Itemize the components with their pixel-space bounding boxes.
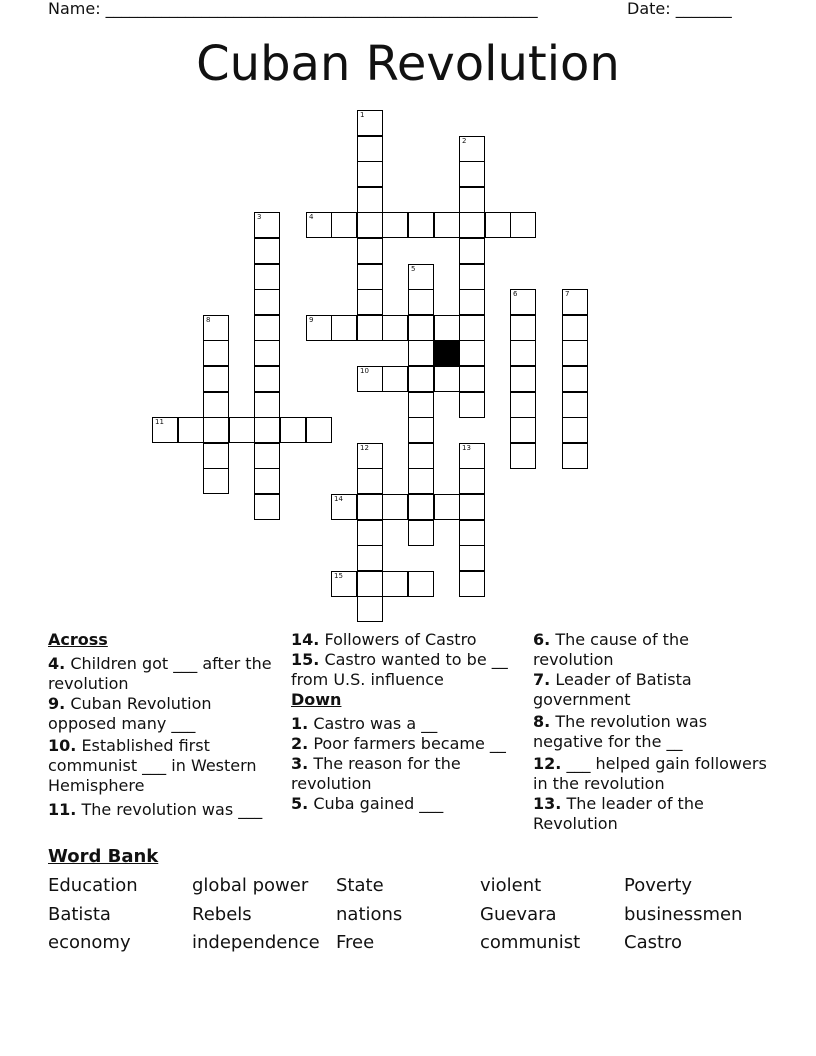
crossword-cell[interactable]: [357, 289, 383, 315]
crossword-cell[interactable]: [331, 212, 357, 238]
clue-across: 10. Established first communist ___ in Western Hemisphere: [48, 736, 257, 795]
crossword-cell[interactable]: [306, 315, 332, 341]
crossword-cell[interactable]: [459, 136, 485, 162]
clue-down: 7. Leader of Batista government: [533, 670, 692, 709]
word-bank-title: Word Bank: [48, 846, 159, 867]
crossword-cell[interactable]: [254, 392, 280, 418]
word-bank-item: independence: [192, 932, 320, 953]
crossword-cell[interactable]: [459, 315, 485, 341]
clue-number: 14: [334, 495, 343, 503]
crossword-cell[interactable]: [510, 340, 536, 366]
word-bank-item: economy: [48, 932, 131, 953]
black-square: [434, 340, 460, 366]
crossword-cell[interactable]: [459, 264, 485, 290]
crossword-cell[interactable]: [357, 596, 383, 622]
crossword-cell[interactable]: [357, 468, 383, 494]
word-bank-item: Guevara: [480, 904, 557, 925]
clue-number: 5: [411, 265, 416, 273]
crossword-cell[interactable]: [562, 392, 588, 418]
crossword-cell[interactable]: [459, 392, 485, 418]
crossword-cell[interactable]: [178, 417, 204, 443]
clue-number: 7: [565, 290, 570, 298]
crossword-cell[interactable]: [562, 340, 588, 366]
crossword-cell[interactable]: [408, 289, 434, 315]
crossword-cell[interactable]: [357, 520, 383, 546]
clue-down: 3. The reason for the revolution: [291, 754, 461, 793]
crossword-cell[interactable]: [434, 315, 460, 341]
crossword-cell[interactable]: [510, 443, 536, 469]
date-line[interactable]: Date: _______: [627, 0, 732, 18]
clue-down: 13. The leader of the Revolution: [533, 794, 704, 833]
clue-down: 5. Cuba gained ___: [291, 794, 444, 813]
crossword-cell[interactable]: [280, 417, 306, 443]
crossword-cell[interactable]: [510, 417, 536, 443]
crossword-cell[interactable]: [357, 264, 383, 290]
crossword-cell[interactable]: [357, 238, 383, 264]
crossword-cell[interactable]: [459, 468, 485, 494]
crossword-cell[interactable]: [254, 289, 280, 315]
crossword-cell[interactable]: [459, 289, 485, 315]
crossword-cell[interactable]: [203, 468, 229, 494]
clue-column-3: [533, 630, 773, 834]
crossword-cell[interactable]: [254, 366, 280, 392]
crossword-cell[interactable]: [434, 366, 460, 392]
crossword-cell[interactable]: [562, 417, 588, 443]
clue-number: 1: [360, 111, 365, 119]
crossword-cell[interactable]: [485, 212, 511, 238]
crossword-cell[interactable]: [203, 417, 229, 443]
clue-across: 15. Castro wanted to be __ from U.S. influence: [291, 650, 508, 689]
word-bank-item: Castro: [624, 932, 683, 953]
crossword-cell[interactable]: [254, 315, 280, 341]
clue-down: 8. The revolution was negative for the __: [533, 712, 708, 751]
clue-number: 4: [309, 213, 314, 221]
crossword-cell[interactable]: [357, 545, 383, 571]
clue-column-1: [48, 630, 284, 820]
crossword-cell[interactable]: [331, 571, 357, 597]
crossword-cell[interactable]: [357, 136, 383, 162]
crossword-cell[interactable]: [510, 212, 536, 238]
clue-down: 6. The cause of the revolution: [533, 630, 689, 669]
clue-down: 2. Poor farmers became __: [291, 734, 506, 753]
across-heading: Across: [48, 630, 108, 649]
crossword-cell[interactable]: [203, 443, 229, 469]
crossword-cell[interactable]: [382, 315, 408, 341]
crossword-cell[interactable]: [203, 340, 229, 366]
crossword-cell[interactable]: [357, 110, 383, 136]
clue-down: 1. Castro was a __: [291, 714, 438, 733]
crossword-cell[interactable]: [459, 187, 485, 213]
crossword-cell[interactable]: [254, 468, 280, 494]
clue-number: 13: [462, 444, 471, 452]
down-heading: Down: [291, 690, 342, 709]
crossword-cell[interactable]: [357, 366, 383, 392]
crossword-cell[interactable]: [382, 366, 408, 392]
crossword-cell[interactable]: [357, 315, 383, 341]
crossword-cell[interactable]: [510, 392, 536, 418]
crossword-cell[interactable]: [408, 212, 434, 238]
page-title: Cuban Revolution: [196, 36, 620, 92]
crossword-cell[interactable]: [331, 494, 357, 520]
crossword-cell[interactable]: [459, 494, 485, 520]
crossword-cell[interactable]: [357, 212, 383, 238]
crossword-cell[interactable]: [408, 264, 434, 290]
crossword-cell[interactable]: [459, 366, 485, 392]
crossword-cell[interactable]: [306, 417, 332, 443]
crossword-cell[interactable]: [434, 212, 460, 238]
crossword-cell[interactable]: [357, 161, 383, 187]
clue-across: 4. Children got ___ after the revolution: [48, 654, 272, 693]
crossword-cell[interactable]: [331, 315, 357, 341]
clue-number: 11: [155, 418, 164, 426]
clue-number: 12: [360, 444, 369, 452]
clue-number: 8: [206, 316, 211, 324]
crossword-cell[interactable]: [408, 520, 434, 546]
clue-across: 14. Followers of Castro: [291, 630, 477, 649]
word-bank-item: businessmen: [624, 904, 743, 925]
clue-down: 12. ___ helped gain followers in the revolution: [533, 754, 767, 793]
crossword-cell[interactable]: [152, 417, 178, 443]
crossword-cell[interactable]: [382, 494, 408, 520]
crossword-cell[interactable]: [254, 212, 280, 238]
clue-number: 3: [257, 213, 262, 221]
word-bank-item: Free: [336, 932, 375, 953]
crossword-cell[interactable]: [562, 366, 588, 392]
crossword-cell[interactable]: [408, 417, 434, 443]
crossword-cell[interactable]: [408, 494, 434, 520]
crossword-cell[interactable]: [408, 443, 434, 469]
word-bank-item: State: [336, 875, 384, 896]
clue-number: 15: [334, 572, 343, 580]
crossword-cell[interactable]: [510, 366, 536, 392]
word-bank-item: global power: [192, 875, 309, 896]
crossword-cell[interactable]: [408, 392, 434, 418]
crossword-cell[interactable]: [357, 443, 383, 469]
clue-across: 11. The revolution was ___: [48, 800, 263, 819]
crossword-cell[interactable]: [459, 545, 485, 571]
word-bank-item: Rebels: [192, 904, 252, 925]
crossword-cell[interactable]: [254, 494, 280, 520]
crossword-cell[interactable]: [203, 392, 229, 418]
crossword-cell[interactable]: [408, 571, 434, 597]
clue-across: 9. Cuban Revolution opposed many ___: [48, 694, 212, 733]
clue-column-2: [291, 630, 527, 814]
crossword-cell[interactable]: [562, 315, 588, 341]
clue-number: 9: [309, 316, 314, 324]
word-bank-item: Batista: [48, 904, 111, 925]
crossword-cell[interactable]: [357, 571, 383, 597]
crossword-cell[interactable]: [459, 340, 485, 366]
crossword-cell[interactable]: [382, 212, 408, 238]
crossword-cell[interactable]: [203, 366, 229, 392]
clue-number: 10: [360, 367, 369, 375]
crossword-cell[interactable]: [408, 340, 434, 366]
clue-number: 6: [513, 290, 518, 298]
crossword-cell[interactable]: [203, 315, 229, 341]
crossword-cell[interactable]: [459, 238, 485, 264]
crossword-cell[interactable]: [459, 212, 485, 238]
word-bank-item: violent: [480, 875, 542, 896]
crossword-cell[interactable]: [382, 571, 408, 597]
word-bank-item: Poverty: [624, 875, 693, 896]
crossword-cell[interactable]: [254, 238, 280, 264]
crossword-cell[interactable]: [357, 494, 383, 520]
crossword-cell[interactable]: [459, 443, 485, 469]
word-bank-item: nations: [336, 904, 403, 925]
word-bank-item: communist: [480, 932, 581, 953]
crossword-cell[interactable]: [459, 571, 485, 597]
crossword-cell[interactable]: [254, 417, 280, 443]
crossword-cell[interactable]: [562, 289, 588, 315]
crossword-cell[interactable]: [254, 264, 280, 290]
word-bank-item: Education: [48, 875, 138, 896]
crossword-cell[interactable]: [306, 212, 332, 238]
crossword-cell[interactable]: [510, 289, 536, 315]
crossword-cell[interactable]: [562, 443, 588, 469]
crossword-cell[interactable]: [254, 340, 280, 366]
crossword-cell[interactable]: [459, 520, 485, 546]
crossword-cell[interactable]: [254, 443, 280, 469]
crossword-cell[interactable]: [357, 187, 383, 213]
crossword-cell[interactable]: [434, 494, 460, 520]
crossword-cell[interactable]: [408, 315, 434, 341]
name-line[interactable]: Name: ______________________________________________________: [48, 0, 538, 18]
crossword-cell[interactable]: [459, 161, 485, 187]
crossword-cell[interactable]: [229, 417, 255, 443]
crossword-cell[interactable]: [408, 366, 434, 392]
crossword-cell[interactable]: [510, 315, 536, 341]
crossword-cell[interactable]: [408, 468, 434, 494]
clue-number: 2: [462, 137, 467, 145]
